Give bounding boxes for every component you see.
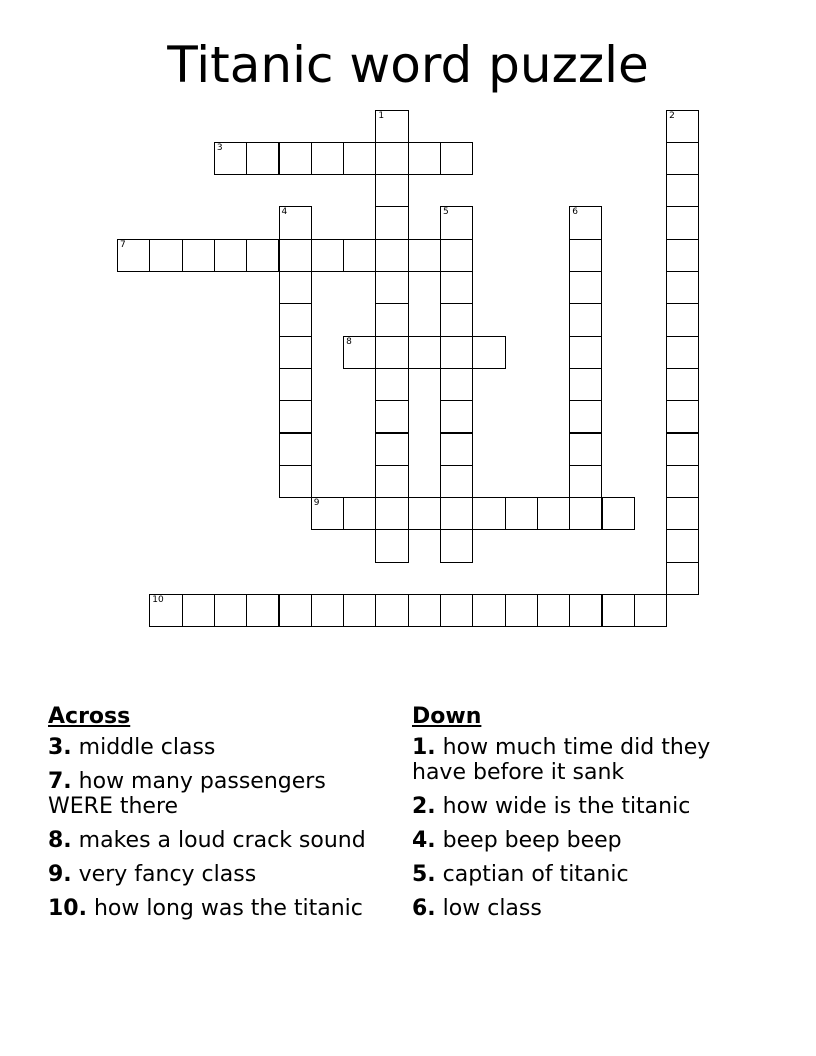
grid-cell[interactable] bbox=[311, 239, 344, 272]
grid-cell[interactable] bbox=[569, 271, 602, 304]
grid-cell[interactable] bbox=[666, 110, 699, 143]
grid-cell[interactable] bbox=[634, 594, 667, 627]
clue-number: 6. bbox=[412, 896, 436, 921]
clue-number: 3. bbox=[48, 735, 72, 760]
grid-cell[interactable] bbox=[666, 206, 699, 239]
grid-cell[interactable] bbox=[343, 336, 376, 369]
grid-cell[interactable] bbox=[279, 303, 312, 336]
clue-text: middle class bbox=[71, 735, 216, 760]
grid-cell[interactable] bbox=[569, 465, 602, 498]
grid-cell[interactable] bbox=[279, 142, 312, 175]
clue-text: how long was the titanic bbox=[86, 896, 363, 921]
across-clue bbox=[48, 862, 393, 887]
grid-cell[interactable] bbox=[375, 142, 408, 175]
grid-cell[interactable] bbox=[182, 594, 215, 627]
clue-text: how many passengers WERE there bbox=[48, 769, 326, 819]
across-clue bbox=[48, 896, 393, 921]
down-clue bbox=[412, 735, 752, 785]
grid-cell[interactable] bbox=[375, 271, 408, 304]
grid-cell[interactable] bbox=[569, 400, 602, 433]
grid-cell[interactable] bbox=[375, 206, 408, 239]
grid-cell[interactable] bbox=[440, 465, 473, 498]
clue-text: low class bbox=[435, 896, 542, 921]
grid-cell[interactable] bbox=[279, 206, 312, 239]
grid-cell[interactable] bbox=[472, 594, 505, 627]
down-clue bbox=[412, 896, 752, 921]
down-clue-list bbox=[412, 735, 752, 921]
clue-number: 2. bbox=[412, 794, 436, 819]
grid-cell[interactable] bbox=[408, 336, 441, 369]
grid-cell[interactable] bbox=[666, 465, 699, 498]
clue-number: 4. bbox=[412, 828, 436, 853]
grid-cell[interactable] bbox=[214, 142, 247, 175]
grid-cell[interactable] bbox=[279, 336, 312, 369]
clue-number: 1. bbox=[412, 735, 436, 760]
across-clue bbox=[48, 735, 393, 760]
grid-cell[interactable] bbox=[246, 142, 279, 175]
grid-cell[interactable] bbox=[279, 594, 312, 627]
grid-cell[interactable] bbox=[440, 529, 473, 562]
clue-text: beep beep beep bbox=[435, 828, 622, 853]
cell-number: 9 bbox=[313, 498, 320, 509]
clue-text: captian of titanic bbox=[435, 862, 629, 887]
grid-cell[interactable] bbox=[246, 239, 279, 272]
grid-cell[interactable] bbox=[569, 239, 602, 272]
grid-cell[interactable] bbox=[569, 336, 602, 369]
grid-cell[interactable] bbox=[537, 594, 570, 627]
grid-cell[interactable] bbox=[666, 174, 699, 207]
grid-cell[interactable] bbox=[375, 110, 408, 143]
clue-text: makes a loud crack sound bbox=[71, 828, 366, 853]
clue-number: 5. bbox=[412, 862, 436, 887]
grid-cell[interactable] bbox=[666, 433, 699, 466]
grid-cell[interactable] bbox=[505, 497, 538, 530]
grid-cell[interactable] bbox=[375, 400, 408, 433]
down-clue bbox=[412, 862, 752, 887]
grid-cell[interactable] bbox=[117, 239, 150, 272]
grid-cell[interactable] bbox=[440, 303, 473, 336]
down-heading: Down bbox=[412, 704, 482, 729]
grid-cell[interactable] bbox=[214, 594, 247, 627]
down-clues bbox=[412, 703, 752, 930]
grid-cell[interactable] bbox=[440, 368, 473, 401]
cell-number: 3 bbox=[216, 142, 223, 153]
cell-number: 2 bbox=[669, 110, 675, 121]
grid-cell[interactable] bbox=[375, 336, 408, 369]
grid-cell[interactable] bbox=[666, 497, 699, 530]
grid-cell[interactable] bbox=[311, 142, 344, 175]
down-clue bbox=[412, 828, 752, 853]
grid-cell[interactable] bbox=[440, 271, 473, 304]
clue-number: 8. bbox=[48, 828, 72, 853]
across-clue-list bbox=[48, 735, 393, 921]
grid-cell[interactable] bbox=[440, 594, 473, 627]
grid-cell[interactable] bbox=[666, 529, 699, 562]
grid-cell[interactable] bbox=[343, 142, 376, 175]
grid-cell[interactable] bbox=[149, 594, 182, 627]
grid-cell[interactable] bbox=[602, 594, 635, 627]
grid-cell[interactable] bbox=[569, 206, 602, 239]
grid-cell[interactable] bbox=[666, 239, 699, 272]
grid-cell[interactable] bbox=[602, 497, 635, 530]
clue-number: 10. bbox=[48, 896, 87, 921]
grid-cell[interactable] bbox=[408, 239, 441, 272]
grid-cell[interactable] bbox=[279, 271, 312, 304]
grid-cell[interactable] bbox=[311, 594, 344, 627]
grid-cell[interactable] bbox=[472, 336, 505, 369]
grid-cell[interactable] bbox=[666, 562, 699, 595]
grid-cell[interactable] bbox=[569, 368, 602, 401]
grid-cell[interactable] bbox=[279, 239, 312, 272]
puzzle-title: Titanic word puzzle bbox=[167, 36, 649, 94]
grid-cell[interactable] bbox=[246, 594, 279, 627]
cell-number: 1 bbox=[378, 110, 385, 121]
grid-cell[interactable] bbox=[279, 400, 312, 433]
across-clue bbox=[48, 828, 393, 853]
grid-cell[interactable] bbox=[375, 594, 408, 627]
cell-number: 5 bbox=[443, 207, 449, 218]
clue-number: 7. bbox=[48, 769, 72, 794]
cell-number: 10 bbox=[152, 595, 164, 605]
grid-cell[interactable] bbox=[375, 497, 408, 530]
across-clue bbox=[48, 769, 393, 819]
clue-text: how wide is the titanic bbox=[435, 794, 691, 819]
cell-number: 7 bbox=[120, 239, 126, 250]
across-heading: Across bbox=[48, 704, 131, 729]
grid-cell[interactable] bbox=[149, 239, 182, 272]
grid-cell[interactable] bbox=[666, 142, 699, 175]
grid-cell[interactable] bbox=[666, 368, 699, 401]
cell-number: 8 bbox=[346, 336, 352, 347]
grid-cell[interactable] bbox=[440, 239, 473, 272]
grid-cell[interactable] bbox=[375, 529, 408, 562]
grid-cell[interactable] bbox=[569, 594, 602, 627]
grid-cell[interactable] bbox=[440, 433, 473, 466]
grid-cell[interactable] bbox=[440, 336, 473, 369]
grid-cell[interactable] bbox=[311, 497, 344, 530]
grid-cell[interactable] bbox=[279, 368, 312, 401]
grid-cell[interactable] bbox=[537, 497, 570, 530]
clue-number: 9. bbox=[48, 862, 72, 887]
grid-cell[interactable] bbox=[279, 465, 312, 498]
grid-cell[interactable] bbox=[375, 433, 408, 466]
grid-cell[interactable] bbox=[408, 594, 441, 627]
grid-cell[interactable] bbox=[569, 497, 602, 530]
grid-cell[interactable] bbox=[569, 433, 602, 466]
cell-number: 4 bbox=[281, 207, 288, 218]
grid-cell[interactable] bbox=[666, 271, 699, 304]
grid-cell[interactable] bbox=[408, 497, 441, 530]
grid-cell[interactable] bbox=[375, 174, 408, 207]
cell-number: 6 bbox=[572, 207, 578, 218]
clue-text: very fancy class bbox=[71, 862, 257, 887]
grid-cell[interactable] bbox=[182, 239, 215, 272]
across-clues bbox=[48, 703, 393, 930]
grid-cell[interactable] bbox=[440, 206, 473, 239]
grid-cell[interactable] bbox=[214, 239, 247, 272]
grid-cell[interactable] bbox=[472, 497, 505, 530]
grid-cell[interactable] bbox=[343, 497, 376, 530]
clue-text: how much time did they have before it sank bbox=[412, 735, 711, 785]
grid-cell[interactable] bbox=[375, 303, 408, 336]
grid-cell[interactable] bbox=[440, 497, 473, 530]
grid-cell[interactable] bbox=[569, 303, 602, 336]
grid-cell[interactable] bbox=[440, 400, 473, 433]
grid-cell[interactable] bbox=[505, 594, 538, 627]
grid-cell[interactable] bbox=[375, 465, 408, 498]
grid-cell[interactable] bbox=[408, 142, 441, 175]
grid-cell[interactable] bbox=[343, 239, 376, 272]
grid-cell[interactable] bbox=[666, 336, 699, 369]
grid-cell[interactable] bbox=[279, 433, 312, 466]
grid-cell[interactable] bbox=[440, 142, 473, 175]
down-clue bbox=[412, 794, 752, 819]
grid-cell[interactable] bbox=[666, 303, 699, 336]
grid-cell[interactable] bbox=[666, 400, 699, 433]
grid-cell[interactable] bbox=[343, 594, 376, 627]
grid-cell[interactable] bbox=[375, 368, 408, 401]
grid-cell[interactable] bbox=[375, 239, 408, 272]
